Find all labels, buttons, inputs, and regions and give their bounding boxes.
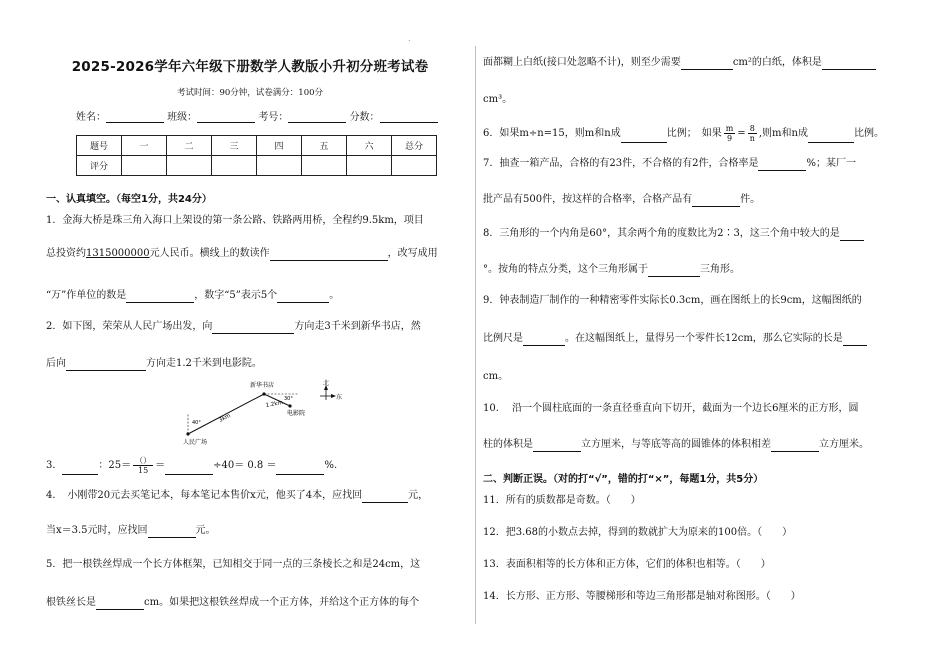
q7-text: %；某厂一 [806, 158, 856, 169]
q9-line-1: 9．钟表制造厂制作的一种精密零件实际长0.3cm，画在图纸上的长9cm，这幅图纸的 [483, 295, 862, 306]
cinema-point [288, 404, 291, 407]
q1-line-2 [46, 247, 438, 261]
score-col-5: 五 [302, 136, 347, 156]
exam-number-label: 考号： [258, 112, 289, 123]
north-arrow [320, 385, 336, 400]
fraction-denominator: n [749, 134, 755, 143]
name-field[interactable] [106, 112, 164, 123]
score-col-3: 三 [212, 136, 257, 156]
q7-text: 件。 [740, 194, 761, 205]
q1-text: 元人民币。横线上的数读作 [149, 248, 270, 259]
score-row-label: 评分 [77, 156, 122, 176]
q3-text: ÷40＝ 0.8 ＝ [213, 460, 277, 471]
answer-blank[interactable] [165, 463, 213, 475]
q10-text: 立方厘米。 [819, 439, 869, 450]
q6-text: 比例。 [853, 128, 884, 139]
score-col-2: 二 [167, 136, 212, 156]
score-col-4: 四 [257, 136, 302, 156]
answer-blank[interactable] [270, 249, 388, 261]
q4-text: 当x＝3.5元时，应找回 [46, 525, 148, 536]
q2-text: 2．如下图，荣荣从人民广场出发，向 [46, 321, 213, 332]
q8-text: 三角形。 [700, 264, 740, 275]
q6-text: = [737, 128, 746, 139]
answer-blank[interactable] [362, 491, 408, 503]
q5-line-3 [483, 56, 876, 70]
score-col-6: 六 [347, 136, 392, 156]
answer-blank[interactable] [533, 440, 581, 452]
score-col-total: 总分 [392, 136, 437, 156]
plaza-label: 人民广场 [183, 439, 208, 446]
fraction-denominator: 15 [138, 466, 149, 475]
north-label: 北 [323, 380, 330, 387]
answer-blank[interactable] [758, 159, 806, 171]
section-2-title: 二、判断正误。（对的打“√”，错的打“×”，每题1分，共5分） [483, 474, 764, 485]
cinema-label: 电影院 [287, 410, 306, 417]
answer-blank[interactable] [277, 291, 329, 303]
q3-text: 3． [46, 460, 63, 471]
q4-text: 元。 [195, 525, 216, 536]
answer-blank[interactable] [212, 322, 294, 334]
q8-line-1 [483, 227, 864, 241]
plaza-point [186, 432, 189, 435]
exam-title: 2025-2026学年六年级下册数学人教版小升初分班考试卷 [71, 59, 429, 75]
q9-text: 比例尺是 [483, 333, 523, 344]
direction-map [180, 378, 350, 448]
q6-text: 比例； 如果 [666, 128, 722, 139]
q3-fraction [133, 456, 153, 475]
answer-blank[interactable] [66, 359, 146, 371]
q10-line-2 [483, 438, 869, 452]
q10-line-1: 10. 沿一个圆柱底面的一条直径垂直向下切开，截面为一个边长6厘米的正方形，圆 [483, 403, 859, 414]
section-1-title: 一、认真填空。（每空1分，共24分） [46, 194, 212, 205]
q5-text: 根铁丝长是 [46, 597, 96, 608]
answer-blank[interactable] [276, 463, 324, 475]
answer-blank[interactable] [843, 334, 867, 346]
answer-blank[interactable] [681, 58, 733, 70]
q5-text: cm。如果把这根铁丝焊成一个正方体，并给这个正方体的每个 [144, 597, 420, 608]
q5-text: cm²的白纸，体积是 [732, 57, 822, 68]
q3-line [46, 456, 337, 475]
answer-blank[interactable] [148, 526, 196, 538]
answer-blank[interactable] [692, 195, 740, 207]
score-cell[interactable] [122, 156, 167, 176]
q4-line-1 [46, 489, 428, 503]
distance-label-1-2km: 1.2km [265, 400, 284, 409]
q8-text: 8．三角形的一个内角是60°，其余两个角的度数比为2∶3，这三个角中较大的是 [483, 228, 840, 239]
q1-number: 1315000000 [86, 248, 150, 259]
fraction-numerator: （） [135, 456, 152, 465]
answer-blank[interactable] [771, 440, 819, 452]
store-label: 新华书店 [250, 382, 275, 389]
answer-blank[interactable] [621, 131, 667, 143]
student-info-row [76, 108, 438, 123]
score-cell[interactable] [167, 156, 212, 176]
score-cell[interactable] [212, 156, 257, 176]
answer-blank[interactable] [840, 229, 864, 241]
q11-line: 11．所有的质数都是奇数。（ ） [483, 495, 641, 506]
q5-text: 面都糊上白纸(接口处忽略不计)，则至少需要 [483, 57, 681, 68]
score-col-1: 一 [122, 136, 167, 156]
score-cell[interactable] [392, 156, 437, 176]
q1-text: ，改写成用 [387, 248, 438, 259]
score-table-header [77, 136, 437, 156]
score-cell[interactable] [302, 156, 347, 176]
q6-text: ,则m和n成 [758, 128, 808, 139]
score-cell[interactable] [257, 156, 302, 176]
q10-text: 立方厘米，与等底等高的圆锥体的体积相差 [581, 439, 771, 450]
q1-text: 。 [329, 290, 340, 301]
east-label: 东 [336, 394, 343, 401]
q3-text: ＝ [155, 460, 166, 471]
q3-text: %. [324, 460, 338, 471]
q1-line-1: 1．金海大桥是珠三角入海口上架设的第一条公路、铁路两用桥，全程约9.5km，项目 [46, 215, 424, 226]
class-label: 班级： [167, 112, 198, 123]
q6-text: 6．如果m÷n=15，则m和n成 [483, 128, 621, 139]
exam-number-field[interactable] [288, 112, 346, 123]
q5-line-1: 5．把一根铁丝焊成一个长方体框架，已知相交于同一点的三条棱长之和是24cm，这 [46, 559, 421, 570]
q6-fraction-8-n [748, 124, 757, 143]
fraction-numerator: m [725, 124, 734, 133]
q14-line: 14．长方形、正方形、等腰梯形和等边三角形都是轴对称图形。（ ） [483, 591, 801, 602]
angle-label-plaza: 40° [192, 420, 201, 426]
fraction-denominator: 9 [726, 134, 733, 143]
q4-text: 4． 小刚带20元去买笔记本，每本笔记本售价x元，他买了4本，应找回 [46, 490, 363, 501]
q2-line-2 [46, 357, 262, 371]
exam-subtitle: 考试时间：90分钟，试卷满分：100分 [176, 88, 324, 98]
q5-line-2 [46, 596, 419, 610]
q13-line: 13．表面积相等的长方体和正方体，它们的体积也相等。（ ） [483, 559, 771, 570]
q7-line-2 [483, 193, 760, 207]
q9-line-3: cm。 [483, 371, 509, 382]
q1-text: “万”作单位的数是 [46, 290, 127, 301]
column-divider [475, 46, 476, 624]
q9-text: 。在这幅图纸上，量得另一个零件长12cm，那么它实际的长是 [565, 333, 843, 344]
q2-line-1 [46, 320, 421, 334]
q6-line [483, 124, 884, 143]
q2-text: 方向走1.2千米到电影院。 [146, 358, 262, 369]
answer-blank[interactable] [126, 291, 194, 303]
score-field[interactable] [380, 112, 438, 123]
q7-text: 批产品有500件，按这样的合格率，合格产品有 [483, 194, 693, 205]
q4-line-2 [46, 524, 216, 538]
name-label: 姓名： [76, 112, 106, 123]
page-dot: . [408, 34, 411, 43]
score-col-label: 题号 [77, 136, 122, 156]
q7-text: 7．抽查一箱产品，合格的有23件，不合格的有2件，合格率是 [483, 158, 759, 169]
answer-blank[interactable] [808, 131, 854, 143]
fraction-numerator: 8 [748, 124, 757, 134]
answer-blank[interactable] [648, 265, 700, 277]
score-table-row [77, 156, 437, 176]
q6-fraction-m-9 [724, 124, 736, 143]
q3-text: ：25＝ [98, 460, 132, 471]
score-label: 分数： [349, 112, 380, 123]
store-point [262, 392, 265, 395]
angle-label-store: 30° [284, 396, 293, 402]
q4-text: 元， [408, 490, 429, 501]
answer-blank[interactable] [822, 58, 876, 70]
score-cell[interactable] [347, 156, 392, 176]
q2-text: 后向 [46, 358, 66, 369]
q8-line-2 [483, 263, 740, 277]
answer-blank[interactable] [523, 334, 565, 346]
q9-line-2 [483, 332, 867, 346]
distance-label-3km: 3km [218, 412, 232, 424]
q5-line-4: cm³。 [483, 94, 513, 105]
q12-line: 12．把3.68的小数点去掉，得到的数就扩大为原来的100倍。（ ） [483, 527, 793, 538]
q10-text: 柱的体积是 [483, 439, 533, 450]
answer-blank[interactable] [62, 463, 98, 475]
q1-text: 总投资约 [46, 248, 86, 259]
class-field[interactable] [197, 112, 255, 123]
q2-text: 方向走3千米到新华书店，然 [294, 321, 421, 332]
answer-blank[interactable] [96, 598, 144, 610]
q8-text: °。按角的特点分类，这个三角形属于 [483, 264, 648, 275]
q7-line-1 [483, 157, 856, 171]
q1-line-3 [46, 289, 339, 303]
score-table [76, 135, 437, 176]
q1-text: ，数字“5”表示5个 [194, 290, 278, 301]
